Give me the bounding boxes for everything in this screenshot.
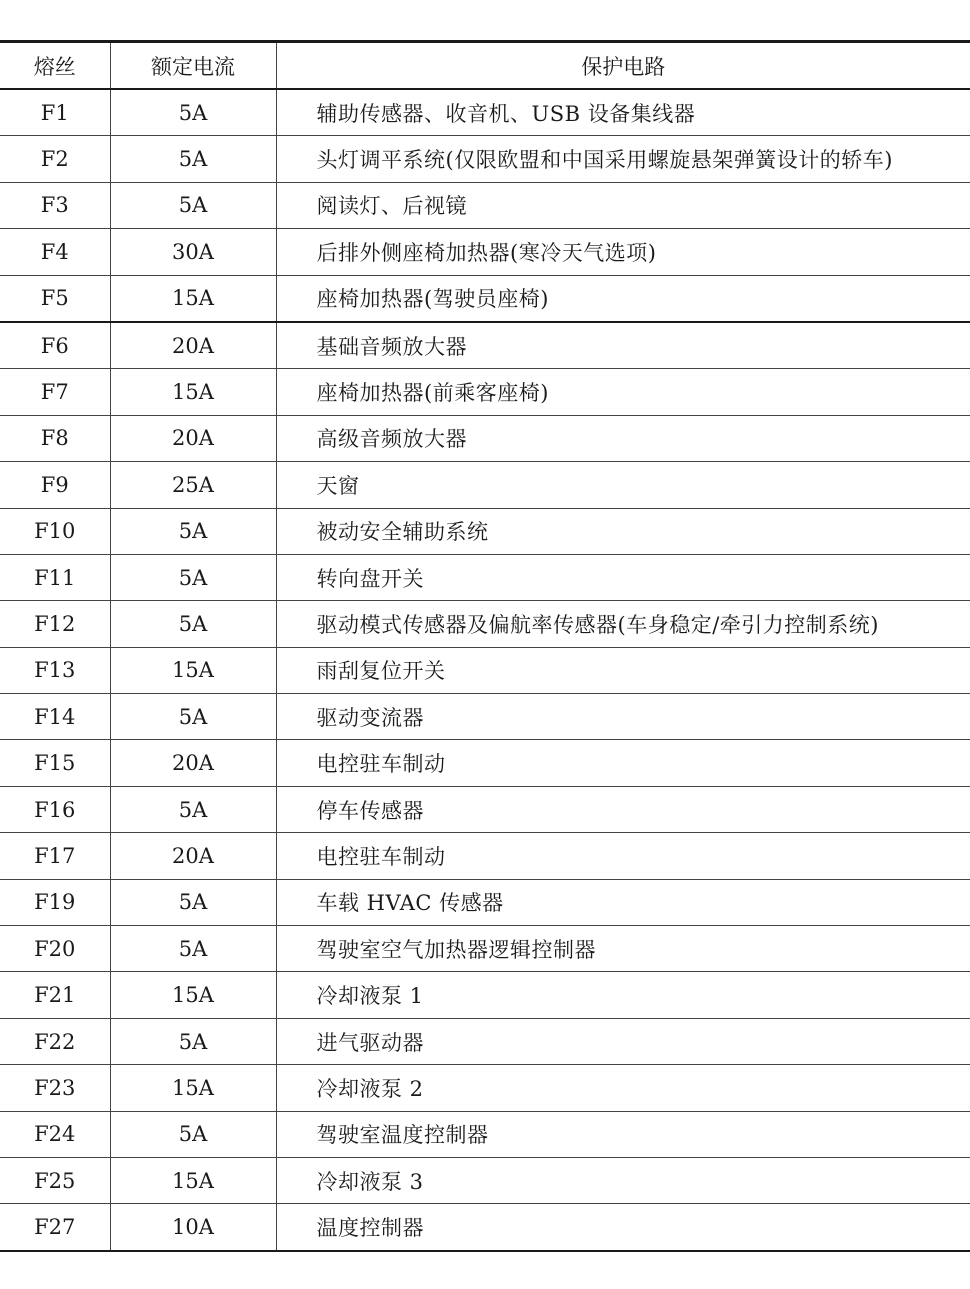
rating-cell: 20A [110, 833, 276, 879]
fuse-id-cell: F19 [0, 879, 110, 925]
table-row [0, 786, 970, 832]
rating-cell: 15A [110, 1157, 276, 1203]
table-row [0, 136, 970, 182]
table-row [0, 740, 970, 786]
fuse-id-cell: F27 [0, 1204, 110, 1251]
table-row [0, 415, 970, 461]
fuse-id-cell: F17 [0, 833, 110, 879]
rating-cell: 25A [110, 462, 276, 508]
fuse-id-cell: F15 [0, 740, 110, 786]
rating-cell: 30A [110, 229, 276, 275]
fuse-id-cell: F11 [0, 554, 110, 600]
table-row [0, 229, 970, 275]
fuse-table [0, 40, 970, 1252]
fuse-id-cell: F12 [0, 601, 110, 647]
table-row [0, 182, 970, 228]
rating-cell: 10A [110, 1204, 276, 1251]
rating-cell: 5A [110, 601, 276, 647]
table-row [0, 508, 970, 554]
table-row [0, 694, 970, 740]
circuit-cell: 头灯调平系统(仅限欧盟和中国采用螺旋悬架弹簧设计的轿车) [276, 136, 970, 182]
rating-cell: 5A [110, 879, 276, 925]
fuse-id-cell: F1 [0, 89, 110, 136]
circuit-cell: 雨刮复位开关 [276, 647, 970, 693]
circuit-cell: 被动安全辅助系统 [276, 508, 970, 554]
circuit-cell: 基础音频放大器 [276, 322, 970, 369]
fuse-id-cell: F16 [0, 786, 110, 832]
circuit-cell: 冷却液泵 1 [276, 972, 970, 1018]
fuse-id-cell: F4 [0, 229, 110, 275]
fuse-id-cell: F10 [0, 508, 110, 554]
table-row [0, 647, 970, 693]
fuse-id-cell: F8 [0, 415, 110, 461]
table-row [0, 601, 970, 647]
table-header [0, 42, 970, 90]
circuit-cell: 座椅加热器(前乘客座椅) [276, 369, 970, 415]
rating-cell: 5A [110, 786, 276, 832]
fuse-id-cell: F13 [0, 647, 110, 693]
fuse-id-cell: F23 [0, 1065, 110, 1111]
circuit-cell: 高级音频放大器 [276, 415, 970, 461]
table-row [0, 369, 970, 415]
rating-cell: 15A [110, 647, 276, 693]
rating-cell: 5A [110, 89, 276, 136]
table-body [0, 89, 970, 1251]
fuse-id-cell: F3 [0, 182, 110, 228]
table-row [0, 926, 970, 972]
fuse-id-cell: F2 [0, 136, 110, 182]
fuse-id-cell: F14 [0, 694, 110, 740]
circuit-cell: 驾驶室空气加热器逻辑控制器 [276, 926, 970, 972]
table-row [0, 833, 970, 879]
table-row [0, 89, 970, 136]
table-row [0, 275, 970, 322]
rating-cell: 5A [110, 926, 276, 972]
table-row [0, 1018, 970, 1064]
circuit-cell: 阅读灯、后视镜 [276, 182, 970, 228]
table-row [0, 1065, 970, 1111]
circuit-cell: 驾驶室温度控制器 [276, 1111, 970, 1157]
circuit-cell: 停车传感器 [276, 786, 970, 832]
fuse-id-cell: F22 [0, 1018, 110, 1064]
header-rating: 额定电流 [110, 42, 276, 90]
table-row [0, 462, 970, 508]
header-circuit: 保护电路 [276, 42, 970, 90]
table-row [0, 1111, 970, 1157]
rating-cell: 5A [110, 694, 276, 740]
table-row [0, 1157, 970, 1203]
fuse-id-cell: F21 [0, 972, 110, 1018]
circuit-cell: 冷却液泵 2 [276, 1065, 970, 1111]
circuit-cell: 电控驻车制动 [276, 833, 970, 879]
circuit-cell: 电控驻车制动 [276, 740, 970, 786]
circuit-cell: 转向盘开关 [276, 554, 970, 600]
table-row [0, 1204, 970, 1251]
fuse-id-cell: F24 [0, 1111, 110, 1157]
fuse-id-cell: F7 [0, 369, 110, 415]
circuit-cell: 座椅加热器(驾驶员座椅) [276, 275, 970, 322]
rating-cell: 20A [110, 322, 276, 369]
fuse-id-cell: F9 [0, 462, 110, 508]
rating-cell: 5A [110, 182, 276, 228]
circuit-cell: 天窗 [276, 462, 970, 508]
rating-cell: 5A [110, 1111, 276, 1157]
table-row [0, 972, 970, 1018]
rating-cell: 20A [110, 740, 276, 786]
rating-cell: 5A [110, 508, 276, 554]
rating-cell: 5A [110, 1018, 276, 1064]
header-row [0, 42, 970, 90]
table-row [0, 879, 970, 925]
rating-cell: 15A [110, 972, 276, 1018]
table-row [0, 554, 970, 600]
fuse-id-cell: F6 [0, 322, 110, 369]
circuit-cell: 后排外侧座椅加热器(寒冷天气选项) [276, 229, 970, 275]
circuit-cell: 辅助传感器、收音机、USB 设备集线器 [276, 89, 970, 136]
rating-cell: 20A [110, 415, 276, 461]
circuit-cell: 驱动模式传感器及偏航率传感器(车身稳定/牵引力控制系统) [276, 601, 970, 647]
fuse-id-cell: F25 [0, 1157, 110, 1203]
fuse-id-cell: F5 [0, 275, 110, 322]
rating-cell: 15A [110, 275, 276, 322]
circuit-cell: 车载 HVAC 传感器 [276, 879, 970, 925]
rating-cell: 5A [110, 554, 276, 600]
circuit-cell: 进气驱动器 [276, 1018, 970, 1064]
rating-cell: 5A [110, 136, 276, 182]
rating-cell: 15A [110, 369, 276, 415]
fuse-id-cell: F20 [0, 926, 110, 972]
rating-cell: 15A [110, 1065, 276, 1111]
header-fuse: 熔丝 [0, 42, 110, 90]
circuit-cell: 温度控制器 [276, 1204, 970, 1251]
table-row [0, 322, 970, 369]
circuit-cell: 驱动变流器 [276, 694, 970, 740]
circuit-cell: 冷却液泵 3 [276, 1157, 970, 1203]
